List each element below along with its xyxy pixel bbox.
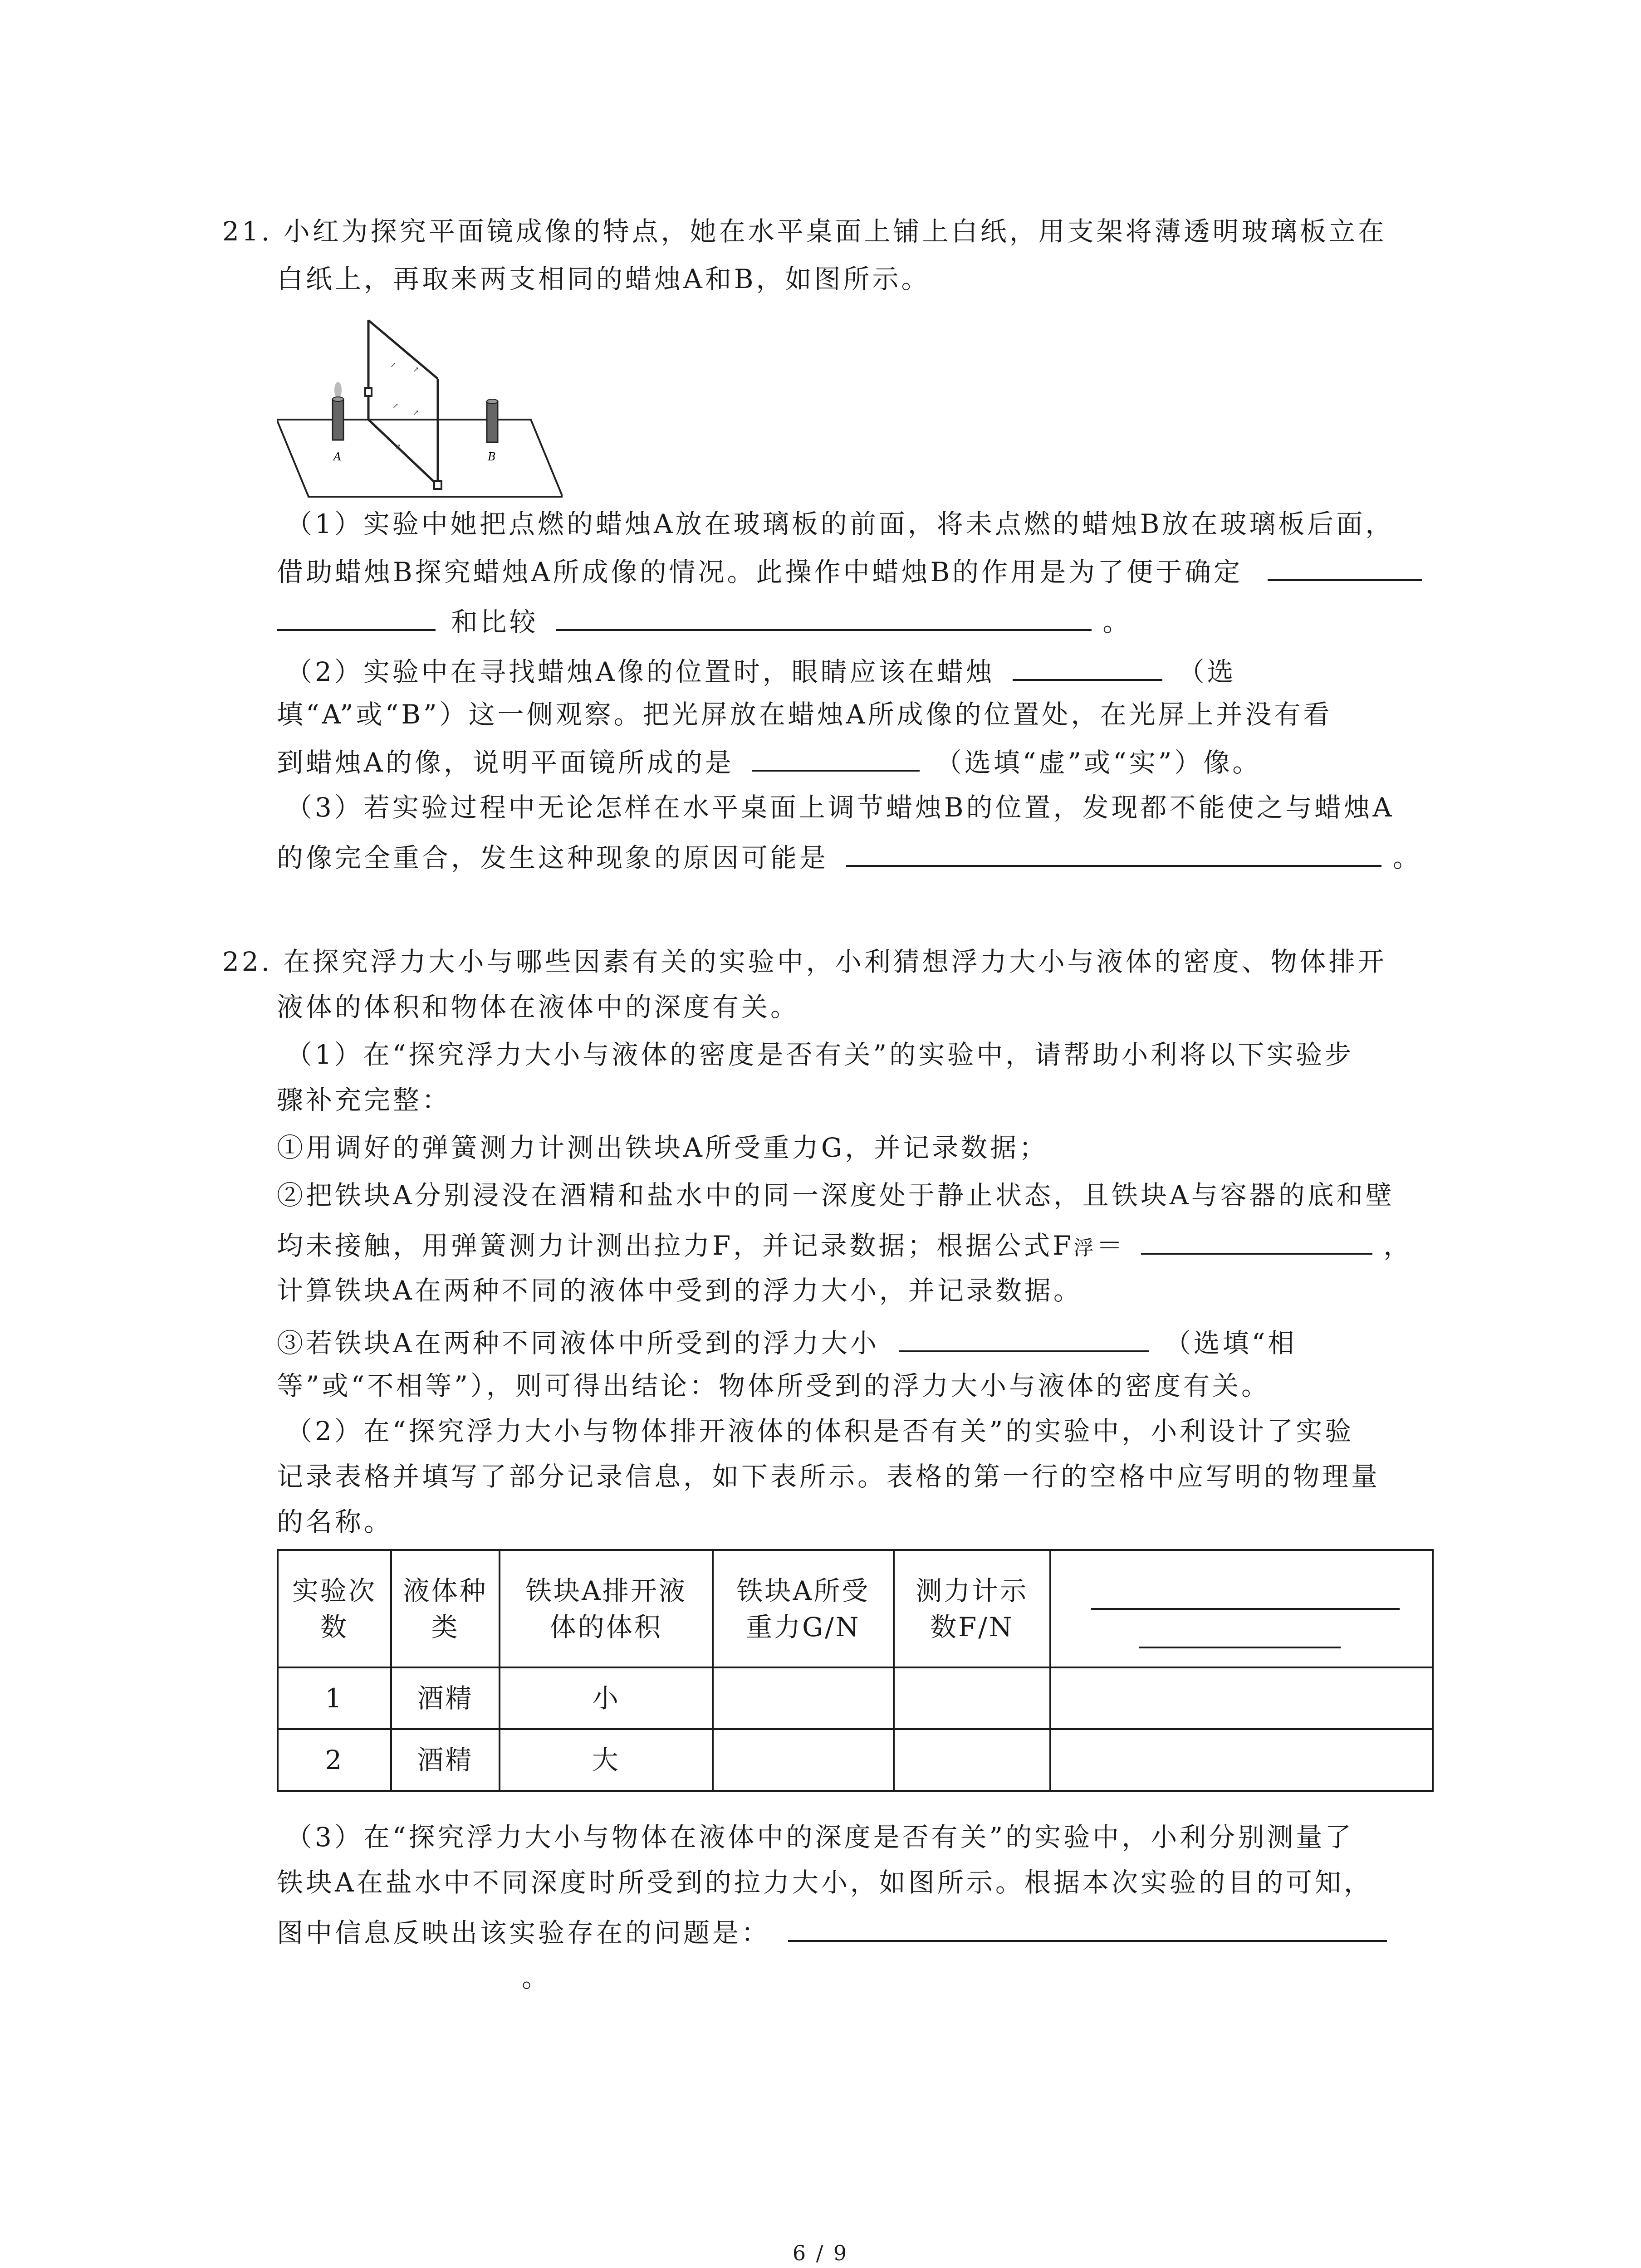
svg-text:↗: ↗ [392, 401, 399, 410]
q21-answer-blank-2a[interactable] [1013, 651, 1162, 681]
q22-part1-line2: 骤补充完整： [277, 1085, 451, 1115]
q21-answer-blank-3[interactable] [846, 837, 1381, 867]
q22-step2-equals: ＝ [1096, 1230, 1126, 1261]
table-cell: 酒精 [391, 1667, 500, 1729]
q22-step3-line1-text: ③若铁块A在两种不同液体中所受到的浮力大小 [277, 1328, 879, 1359]
svg-text:↗: ↗ [395, 442, 401, 451]
q22-part3-line2: 铁块A在盐水中不同深度时所受到的拉力大小，如图所示。根据本次实验的目的可知， [277, 1867, 1373, 1898]
header-gravity: 铁块A所受 重力G/N [713, 1550, 894, 1667]
q21-part1-period: 。 [1102, 606, 1132, 637]
table-cell: 酒精 [391, 1729, 500, 1791]
record-table [277, 1549, 1434, 1792]
table-row [278, 1729, 1433, 1791]
table-cell[interactable] [713, 1667, 894, 1729]
candle-b-label: B [488, 450, 496, 463]
candle-a [333, 382, 343, 440]
table-header-blank-line-2[interactable] [1139, 1647, 1341, 1648]
table-cell: 小 [500, 1667, 712, 1729]
q21-stem-line2: 白纸上，再取来两支相同的蜡烛A和B，如图所示。 [277, 264, 931, 294]
table-cell: 大 [500, 1729, 712, 1791]
q21-answer-blank-2b[interactable] [752, 742, 920, 772]
table-row [278, 1667, 1433, 1729]
table-cell: 1 [278, 1667, 391, 1729]
q22-step2-comma: ， [1383, 1230, 1413, 1261]
q21-part2-line1 [286, 651, 1236, 690]
q21-part2-line3-tail: （选填“虚”或“实”）像。 [935, 747, 1262, 778]
q21-answer-blank-1c[interactable] [556, 601, 1092, 631]
q21-answer-blank-1a[interactable] [1268, 551, 1422, 581]
q21-answer-blank-1b[interactable] [277, 601, 436, 631]
q22-answer-blank-problem[interactable] [788, 1912, 1387, 1942]
table-cell[interactable] [713, 1729, 894, 1791]
q21-part3-line2-text: 的像完全重合，发生这种现象的原因可能是 [277, 842, 829, 873]
q22-answer-blank-formula[interactable] [1141, 1225, 1372, 1255]
q22-step2-subscript: 浮 [1073, 1237, 1097, 1260]
table-cell[interactable] [1050, 1729, 1433, 1791]
table-header-blank-line-1[interactable] [1091, 1608, 1400, 1610]
q22-step2-line2-text: 均未接触，用弹簧测力计测出拉力F，并记录数据；根据公式F [277, 1230, 1074, 1261]
table-cell[interactable] [894, 1667, 1050, 1729]
q22-part3-line3 [277, 1912, 1387, 1951]
q21-part1-compare: 和比较 [451, 606, 539, 637]
svg-text:↗: ↗ [413, 365, 419, 374]
q22-part1-line1: （1）在“探究浮力大小与液体的密度是否有关”的实验中，请帮助小利将以下实验步 [286, 1039, 1354, 1070]
q22-stem-line1: 22. 在探究浮力大小与哪些因素有关的实验中，小利猜想浮力大小与液体的密度、物体排开 [222, 946, 1387, 977]
q21-part1-line1: （1）实验中她把点燃的蜡烛A放在玻璃板的前面，将未点燃的蜡烛B放在玻璃板后面， [286, 508, 1395, 539]
q22-step3-line1-tail: （选填“相 [1164, 1328, 1297, 1359]
table-cell: 2 [278, 1729, 391, 1791]
mirror-experiment-figure [277, 299, 563, 499]
q21-part3-line1: （3）若实验过程中无论怎样在水平桌面上调节蜡烛B的位置，发现都不能使之与蜡烛A [286, 792, 1395, 823]
table-cell[interactable] [894, 1729, 1050, 1791]
q22-step1: ①用调好的弹簧测力计测出铁块A所受重力G，并记录数据； [277, 1132, 1048, 1163]
q22-step3-line2: 等”或“不相等”），则可得出结论：物体所受到的浮力大小与液体的密度有关。 [277, 1370, 1270, 1401]
q22-part2-line2: 记录表格并填写了部分记录信息，如下表所示。表格的第一行的空格中应写明的物理量 [277, 1461, 1381, 1492]
q22-answer-blank-equal[interactable] [899, 1322, 1149, 1352]
q22-step2-line1: ②把铁块A分别浸没在酒精和盐水中的同一深度处于静止状态，且铁块A与容器的底和壁 [277, 1180, 1395, 1211]
q22-stem-line2: 液体的体积和物体在液体中的深度有关。 [277, 992, 800, 1022]
q22-step3-line1 [277, 1322, 1297, 1361]
header-liquid-type: 液体种 类 [391, 1550, 500, 1667]
q21-part1-line2-text: 借助蜡烛B探究蜡烛A所成像的情况。此操作中蜡烛B的作用是为了便于确定 [277, 557, 1243, 587]
q22-part3-line1: （3）在“探究浮力大小与物体在液体中的深度是否有关”的实验中，小利分别测量了 [286, 1822, 1354, 1853]
page-number: 6 / 9 [792, 2241, 849, 2265]
candle-a-label: A [333, 450, 342, 463]
q21-part2-line3 [277, 742, 1261, 781]
q21-part3-line2 [277, 837, 1422, 876]
svg-text:↗: ↗ [413, 408, 419, 417]
q22-part2-line1: （2）在“探究浮力大小与物体排开液体的体积是否有关”的实验中，小利设计了实验 [286, 1416, 1354, 1447]
q21-stem-line1: 21. 小红为探究平面镜成像的特点，她在水平桌面上铺上白纸，用支架将薄透明玻璃板立在 [222, 216, 1387, 247]
q21-part2-line3-text: 到蜡烛A的像，说明平面镜所成的是 [277, 747, 734, 778]
header-meter-reading: 测力计示 数F/N [894, 1550, 1050, 1667]
candle-b [487, 399, 498, 442]
q22-step2-line2 [277, 1225, 1412, 1266]
q22-part3-line3-text: 图中信息反映出该实验存在的问题是： [277, 1917, 771, 1948]
svg-text:↗: ↗ [390, 361, 397, 369]
q21-part2-line1-tail: （选 [1178, 656, 1236, 687]
q21-part1-line2 [277, 551, 1422, 590]
q21-part1-line3 [277, 601, 1132, 640]
table-cell[interactable] [1050, 1667, 1433, 1729]
q22-step2-line3: 计算铁块A在两种不同的液体中受到的浮力大小，并记录数据。 [277, 1275, 1083, 1306]
header-displaced-volume: 铁块A排开液 体的体积 [500, 1550, 712, 1667]
q21-part2-line1-text: （2）实验中在寻找蜡烛A像的位置时，眼睛应该在蜡烛 [286, 656, 995, 687]
header-trial-count: 实验次 数 [278, 1550, 391, 1667]
q22-part3-line4: 。 [522, 1962, 551, 1993]
q21-part3-period: 。 [1392, 842, 1422, 873]
q21-part2-line2: 填“A”或“B”）这一侧观察。把光屏放在蜡烛A所成像的位置处，在光屏上并没有看 [277, 699, 1332, 730]
q22-part2-line3: 的名称。 [277, 1506, 393, 1537]
